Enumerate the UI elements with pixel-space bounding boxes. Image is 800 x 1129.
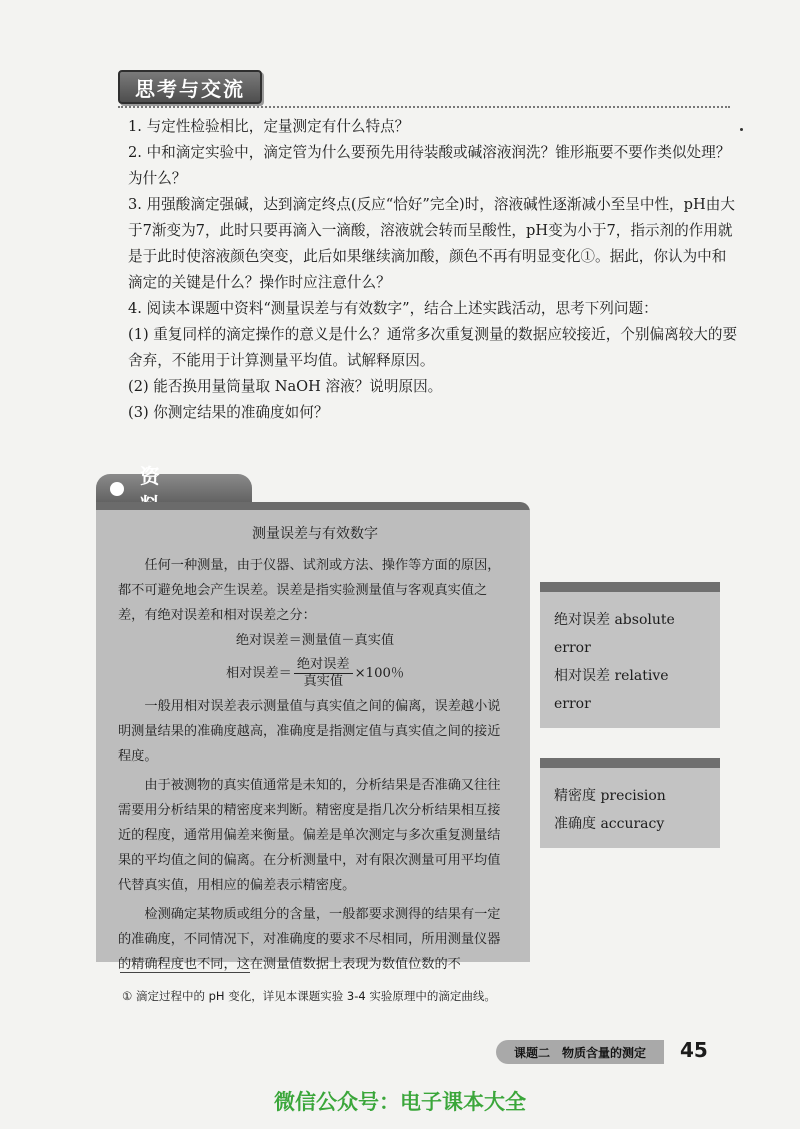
glossary-strip: [540, 582, 720, 592]
formula-left: 相对误差＝: [225, 666, 292, 681]
glossary-body: [540, 768, 720, 848]
question-3: 3. 用强酸滴定强碱，达到滴定终点(反应“恰好”完全)时，溶液碱性逐渐减小至呈中性，pH由大于7渐变为7，此时只要再滴入一滴酸，溶液就会转而呈酸性，pH变为小于7，指示剂的作用就是于此时使溶液颜色突变，此后如果继续滴加酸，颜色不再有明显变化①。据此，你认为中和滴定的关键是什么？操作时应注意什么？: [128, 196, 735, 291]
chapter-footer: 课题二 物质含量的测定: [496, 1040, 664, 1064]
glossary-accuracy: 准确度 accuracy: [554, 816, 665, 832]
glossary-relative-error: 相对误差 relative error: [554, 668, 669, 712]
decorative-dot: [740, 128, 743, 131]
resource-paragraph-4: 检测确定某物质或组分的含量，一般都要求测得的结果有一定的准确度，不同情况下，对准确度的要求不尽相同，所用测量仪器的精确程度也不同，这在测量值数据上表现为数值位数的不: [118, 907, 501, 972]
question-2: 2. 中和滴定实验中，滴定管为什么要预先用待装酸或碱溶液润洗？锥形瓶要不要作类似处理？为什么？: [128, 144, 731, 187]
resource-paragraph-2: 一般用相对误差表示测量值与真实值之间的偏离，误差越小说明测量结果的准确度越高，准确度是指测定值与真实值之间的接近程度。: [118, 699, 501, 764]
question-1: 1. 与定性检验相比，定量测定有什么特点？: [128, 118, 410, 135]
fraction-denominator: 真实值: [303, 674, 344, 689]
resource-tab: [96, 464, 252, 504]
fraction: [294, 657, 353, 690]
resource-tab-label: 资: [139, 464, 182, 488]
bullet-icon: [110, 482, 124, 496]
fraction-numerator: 绝对误差: [294, 657, 353, 674]
resource-title: 测量误差与有效数字: [252, 526, 378, 542]
page-number: 45: [680, 1038, 708, 1062]
glossary-box-errors: [540, 582, 720, 728]
glossary-precision: 精密度 precision: [554, 788, 666, 804]
dotted-divider: [118, 106, 730, 108]
resource-paragraph-1: 任何一种测量，由于仪器、试剂或方法、操作等方面的原因，都不可避免地会产生误差。误差是指实验测量值与客观真实值之差，有绝对误差和相对误差之分：: [118, 558, 501, 623]
question-4-3: (3) 你测定结果的准确度如何？: [128, 404, 329, 421]
question-4-2: (2) 能否换用量筒量取 NaOH 溶液？说明原因。: [128, 378, 443, 395]
footnote-rule: [120, 972, 250, 973]
formula-right: ×100％: [354, 666, 405, 681]
section-header-title: 思考与交流: [135, 76, 245, 101]
glossary-strip: [540, 758, 720, 768]
formula-relative-error: [118, 657, 512, 690]
question-4-1: (1) 重复同样的滴定操作的意义是什么？通常多次重复测量的数据应较接近，个别偏离较大的要舍弃，不能用于计算测量平均值。试解释原因。: [128, 326, 738, 369]
glossary-box-precision: [540, 758, 720, 848]
glossary-body: [540, 592, 720, 728]
question-4: 4. 阅读本课题中资料“测量误差与有效数字”，结合上述实践活动，思考下列问题：: [128, 300, 658, 317]
watermark-text: 微信公众号：电子课本大全: [274, 1090, 526, 1114]
formula-absolute-error: 绝对误差＝测量值－真实值: [235, 633, 395, 648]
resource-paragraph-3: 由于被测物的真实值通常是未知的，分析结果是否准确又往往需要用分析结果的精密度来判断。精密度是指几次分析结果相互接近的程度，通常用偏差来衡量。偏差是单次测定与多次重复测量结果的平均值之间的偏离。在分析测量中，对有限次测量可用平均值代替真实值，用相应的偏差表示精密度。: [118, 778, 501, 893]
glossary-absolute-error: 绝对误差 absolute error: [554, 612, 675, 656]
section-header-badge: [118, 70, 262, 104]
question-list: [128, 114, 738, 426]
footnote: ① 滴定过程中的 pH 变化，详见本课题实验 3-4 实验原理中的滴定曲线。: [122, 989, 496, 1003]
resource-content: [118, 522, 512, 977]
